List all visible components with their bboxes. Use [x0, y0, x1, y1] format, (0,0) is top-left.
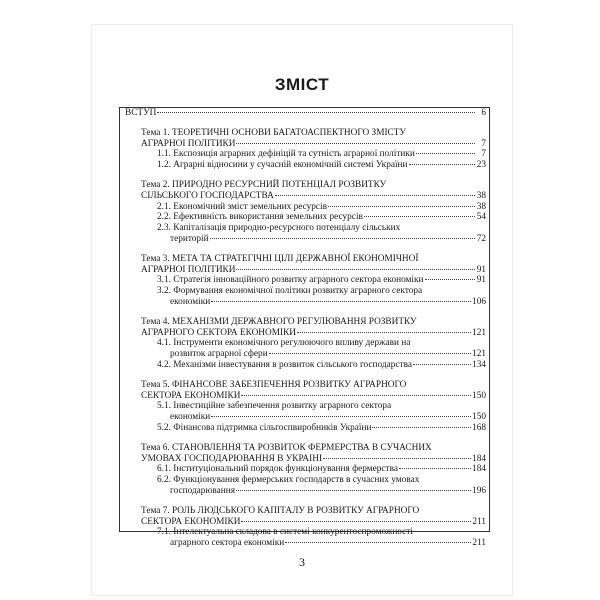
toc-subentry-label-cont: економіки	[170, 296, 211, 307]
toc-subentry	[123, 286, 486, 308]
leader-dots	[210, 237, 475, 239]
toc-subentry	[123, 149, 486, 160]
leader-dots	[323, 457, 471, 459]
toc-topic-heading-cont: СЕКТОРА ЕКОНОМІКИ	[141, 516, 241, 527]
book-page	[92, 25, 512, 595]
toc-subentry-label: 1.2. Аграрні відносини у сучасній економічній системі України	[157, 160, 408, 171]
toc-topic	[123, 506, 486, 549]
leader-dots	[413, 363, 471, 365]
toc-topic	[123, 128, 486, 171]
toc-page-number: 211	[472, 516, 486, 527]
toc-page-number: 7	[481, 149, 486, 160]
toc-page-number: 196	[472, 485, 486, 496]
toc-page-number: 6	[481, 108, 486, 118]
toc-topic-heading: Тема 3. МЕТА ТА СТРАТЕГІЧНІ ЦІЛІ ДЕРЖАВНОЇ ЕКОНОМІЧНОЇ	[141, 253, 419, 264]
toc-topic	[123, 380, 486, 434]
toc-page-number: 38	[476, 190, 486, 201]
toc-subentry-label-cont: територій	[170, 233, 209, 244]
leader-dots	[236, 142, 475, 144]
toc-page-number: 91	[476, 275, 486, 286]
toc-page-number: 121	[472, 327, 486, 338]
toc-page-number: 211	[472, 538, 486, 549]
leader-dots	[211, 415, 471, 417]
toc-subentry	[123, 275, 486, 286]
toc-subentry-label-cont: господарювання	[170, 485, 236, 496]
table-of-contents	[119, 107, 490, 549]
leader-dots	[409, 163, 475, 165]
toc-page-number: 91	[476, 264, 486, 275]
toc-topic	[123, 443, 486, 497]
toc-subentry-label: 2.2. Ефективність використання земельних ресурсів	[157, 212, 363, 223]
toc-subentry-label: 7.1. Інтелектуальна складова в системі конкурентоспроможності	[157, 527, 413, 538]
toc-page-number: 168	[472, 422, 486, 433]
page-title: ЗМІСТ	[274, 75, 330, 94]
leader-dots	[241, 394, 471, 396]
leader-dots	[241, 520, 471, 522]
toc-subentry-label: 3.1. Стратегія інноваційного розвитку аграрного сектора економіки	[157, 275, 424, 286]
toc-topic	[123, 254, 486, 308]
leader-dots	[425, 278, 476, 280]
toc-topic-heading: Тема 4. МЕХАНІЗМИ ДЕРЖАВНОГО РЕГУЛЮВАННЯ РОЗВИТКУ	[141, 316, 417, 327]
toc-topic-heading-cont: АГРАРНОЇ ПОЛІТИКИ	[141, 264, 236, 275]
toc-subentry	[123, 160, 486, 171]
toc-topic-heading-cont: СІЛЬСЬКОГО ГОСПОДАРСТВА	[141, 190, 274, 201]
toc-subentry-label: 4.1. Інструменти економічного регулюючого впливу держави на	[157, 338, 411, 349]
toc-topic-heading: Тема 2. ПРИРОДНО РЕСУРСНИЙ ПОТЕНЦІАЛ РОЗВИТКУ	[141, 179, 387, 190]
toc-topics	[123, 128, 486, 549]
leader-dots	[269, 352, 471, 354]
toc-topic-heading: Тема 7. РОЛЬ ЛЮДСЬКОГО КАПІТАЛУ В РОЗВИТКУ АГРАРНОГО	[141, 505, 420, 516]
toc-subentry-label: 6.1. Інституціональний порядок функціонування фермерства	[157, 464, 398, 475]
toc-page-number: 72	[476, 233, 486, 244]
toc-subentry-label: 2.3. Капіталізація природно-ресурсного потенціалу сільських	[157, 223, 401, 234]
leader-dots	[211, 300, 471, 302]
toc-page-number: 121	[472, 349, 486, 360]
toc-page-number: 184	[472, 453, 486, 464]
leader-dots	[364, 215, 475, 217]
toc-subentry-label: 3.2. Формування економічної політики розвитку аграрного сектора	[157, 286, 423, 297]
toc-subentry-label: 1.1. Експозиція аграрних дефініцій та сутність аграрної політики	[157, 149, 415, 160]
toc-topic-heading-cont: АГРАРНОГО СЕКТОРА ЕКОНОМІКИ	[141, 327, 297, 338]
page-number: 3	[299, 555, 305, 569]
leader-dots	[157, 111, 475, 113]
leader-dots	[297, 331, 471, 333]
leader-dots	[399, 467, 471, 469]
toc-subentry	[123, 202, 486, 213]
toc-subentry	[123, 338, 486, 360]
toc-subentry	[123, 212, 486, 223]
toc-topic-heading-cont: УМОВАХ ГОСПОДАРЮВАННЯ В УКРАЇНІ	[141, 453, 323, 464]
leader-dots	[236, 268, 475, 270]
toc-entry-label: ВСТУП	[125, 108, 157, 118]
toc-page-number: 38	[476, 201, 486, 212]
toc-subentry-label: 5.1. Інвестиційне забезпечення розвитку аграрного сектора	[157, 401, 392, 412]
toc-subentry	[123, 475, 486, 497]
toc-page-number: 150	[472, 412, 486, 423]
toc-subentry-label-cont: аграрного сектора економіки	[170, 538, 285, 549]
toc-topic-heading-cont: СЕКТОРА ЕКОНОМІКИ	[141, 390, 241, 401]
toc-entry-intro	[123, 108, 486, 119]
leader-dots	[285, 541, 471, 543]
leader-dots	[416, 152, 475, 154]
toc-topic	[123, 317, 486, 371]
toc-topic-heading: Тема 5. ФІНАНСОВЕ ЗАБЕЗПЕЧЕННЯ РОЗВИТКУ АГРАРНОГО	[141, 379, 407, 390]
toc-subentry-label: 6.2. Функціонування фермерських господарств в сучасних умовах	[157, 475, 420, 486]
toc-page-number: 150	[472, 390, 486, 401]
toc-subentry-label: 2.1. Економічний зміст земельних ресурсів	[157, 201, 328, 212]
toc-subentry-label: 5.2. Фінансова підтримка сільгоспвиробників України	[157, 422, 372, 433]
leader-dots	[328, 205, 475, 207]
toc-topic-heading: Тема 1. ТЕОРЕТИЧНІ ОСНОВИ БАГАТОАСПЕКТНОГО ЗМІСТУ	[141, 127, 407, 138]
toc-subentry-label-cont: економіки	[170, 412, 211, 423]
toc-page-number: 7	[481, 138, 486, 149]
toc-subentry-label: 4.2. Механізми інвестування в розвиток сільського господарства	[157, 359, 412, 370]
toc-topic-heading-cont: АГРАРНОЇ ПОЛІТИКИ	[141, 138, 236, 149]
toc-page-number: 134	[472, 359, 486, 370]
toc-subentry-label-cont: розвиток аграрної сфери	[170, 349, 268, 360]
toc-page-number: 23	[476, 160, 486, 171]
leader-dots	[275, 194, 475, 196]
toc-subentry	[123, 401, 486, 423]
toc-subentry	[123, 360, 486, 371]
toc-subentry	[123, 464, 486, 475]
toc-page-number: 54	[476, 212, 486, 223]
toc-page-number: 106	[472, 296, 486, 307]
toc-subentry	[123, 423, 486, 434]
toc-subentry	[123, 223, 486, 245]
toc-topic	[123, 180, 486, 245]
toc-subentry	[123, 527, 486, 549]
leader-dots	[372, 426, 471, 428]
toc-topic-heading: Тема 6. СТАНОВЛЕННЯ ТА РОЗВИТОК ФЕРМЕРСТВА В СУЧАСНИХ	[141, 442, 432, 453]
toc-page-number: 184	[472, 464, 486, 475]
leader-dots	[236, 489, 471, 491]
